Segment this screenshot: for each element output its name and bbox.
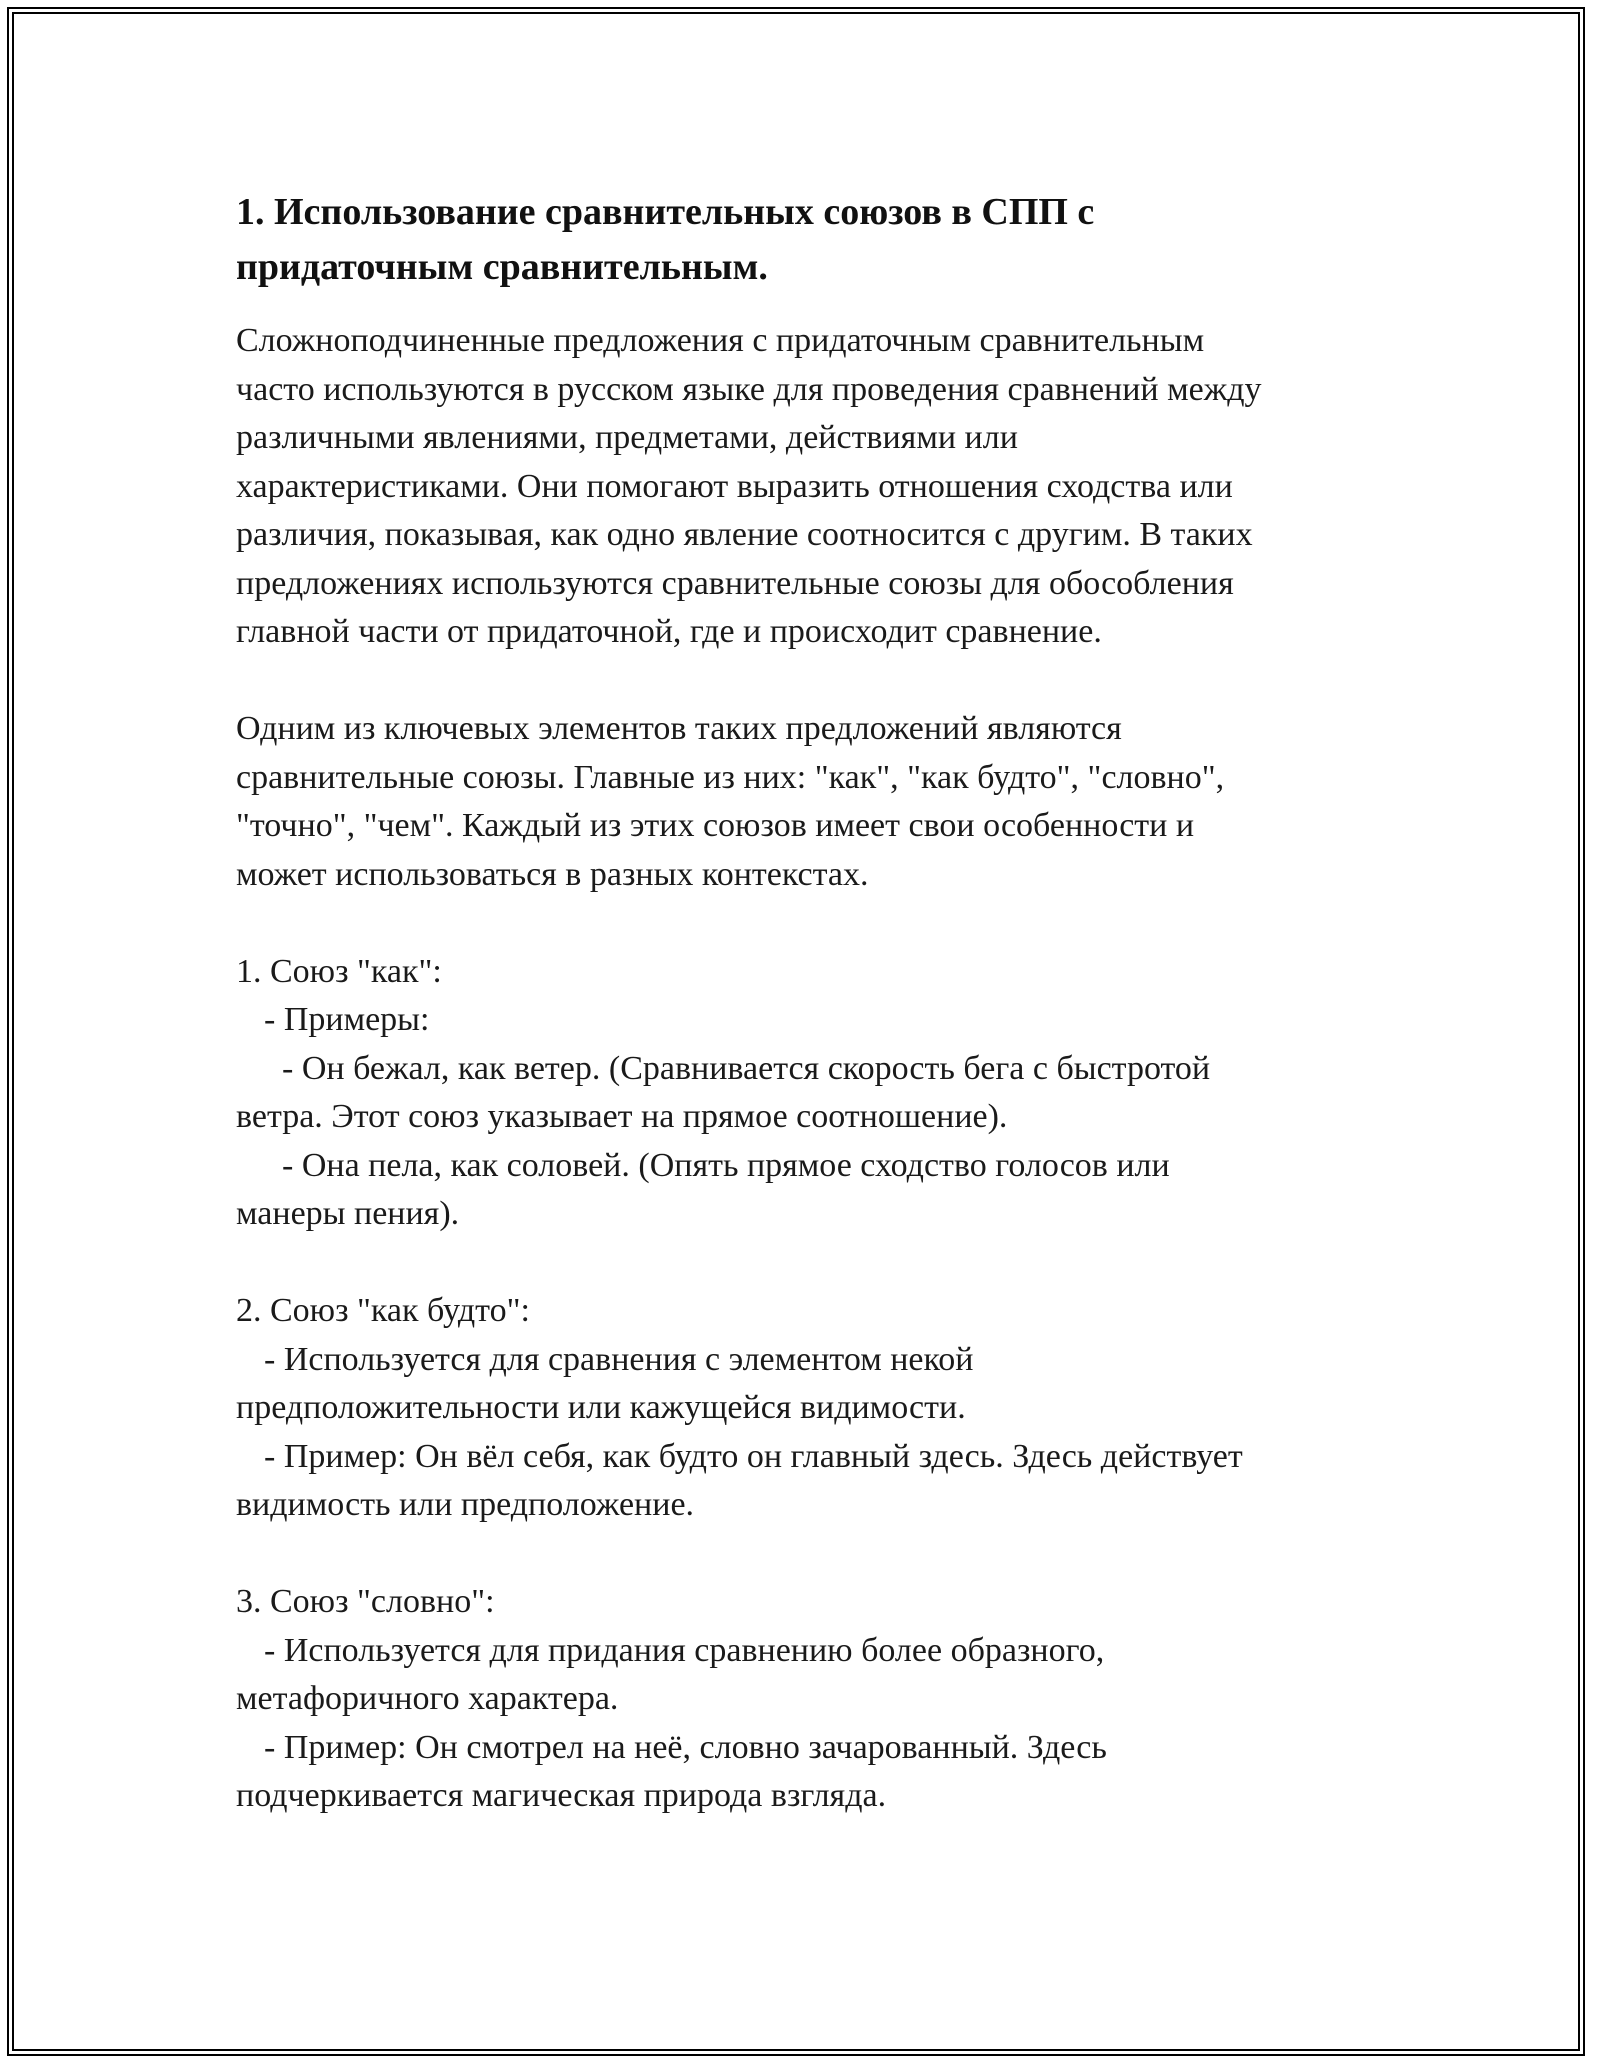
example-line: - Она пела, как соловей. (Опять прямое сходство голосов или [282, 1146, 1170, 1184]
intro-line: главной части от придаточной, где и происходит сравнение. [236, 613, 1102, 650]
conjunctions-line: может использоваться в разных контекстах. [236, 855, 869, 893]
list-item-kak [236, 948, 1376, 1239]
usage-line: - Используется для сравнения с элементом некой [264, 1340, 974, 1378]
example-line: - Он бежал, как ветер. (Сравнивается скорость бега с быстротой [282, 1049, 1211, 1087]
list-item-heading: 2. Союз "как будто": [236, 1292, 530, 1329]
intro-line: часто используются в русском языке для проведения сравнений между [236, 370, 1262, 408]
intro-line: предложениях используются сравнительные союзы для обособления [236, 564, 1234, 602]
conjunctions-line: сравнительные союзы. Главные из них: "как", "как будто", "словно", [236, 758, 1225, 796]
example-line: видимость или предположение. [236, 1486, 695, 1523]
conjunctions-line: Одним из ключевых элементов таких предложений являются [236, 710, 1122, 747]
example-line: - Пример: Он вёл себя, как будто он главный здесь. Здесь действует [264, 1437, 1243, 1475]
intro-line: Сложноподчиненные предложения с придаточным сравнительным [236, 322, 1205, 359]
usage-line: - Используется для придания сравнению более образного, [264, 1631, 1105, 1669]
usage-line: метафоричного характера. [236, 1680, 619, 1717]
usage-line: предположительности или кажущейся видимости. [236, 1389, 966, 1426]
example-line: подчеркивается магическая природа взгляда. [236, 1777, 887, 1814]
intro-line: различными явлениями, предметами, действиями или [236, 419, 1018, 456]
title-line: 1. Использование сравнительных союзов в СПП с [236, 191, 1095, 233]
conjunctions-line: "точно", "чем". Каждый из этих союзов имеет свои особенности и [236, 807, 1195, 844]
intro-paragraph [236, 317, 1376, 657]
examples-label: - Примеры: [264, 1001, 430, 1038]
intro-line: различия, показывая, как одно явление соотносится с другим. В таких [236, 516, 1253, 553]
list-item-heading: 3. Союз "словно": [236, 1583, 495, 1620]
example-line: - Пример: Он смотрел на неё, словно зачарованный. Здесь [264, 1728, 1107, 1766]
title-line: придаточным сравнительным. [236, 246, 768, 288]
document-title [236, 185, 1376, 295]
intro-line: характеристиками. Они помогают выразить отношения сходства или [236, 467, 1233, 505]
example-line: манеры пения). [236, 1195, 460, 1232]
example-line: ветра. Этот союз указывает на прямое соотношение). [236, 1098, 1008, 1135]
list-item-heading: 1. Союз "как": [236, 952, 442, 990]
document-body [236, 185, 1376, 1869]
conjunctions-paragraph [236, 705, 1376, 899]
list-item-kak-budto [236, 1287, 1376, 1530]
list-item-slovno [236, 1578, 1376, 1821]
